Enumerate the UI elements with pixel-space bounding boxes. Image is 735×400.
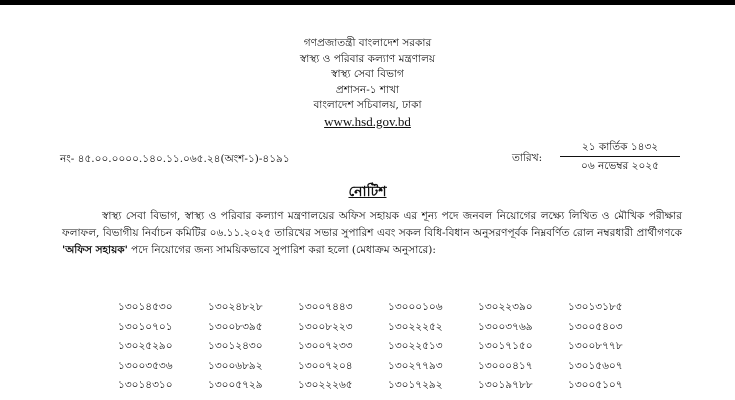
memo-reference: নং- ৪৫.০০.০০০০.১৪০.১১.০৬৫.২৪(অংশ-১)-৪১৯১ <box>60 153 290 165</box>
roll-number: ১৩০১২৪৩০ <box>208 340 263 352</box>
body-paragraph <box>62 208 682 259</box>
website-link[interactable]: www.hsd.gov.bd <box>324 113 411 129</box>
office-address: বাংলাদেশ সচিবালয়, ঢাকা <box>313 99 422 111</box>
roll-number: ১৩০১৫৬০৭ <box>568 359 623 372</box>
roll-number: ১৩০০৫৭২৯ <box>208 379 263 391</box>
roll-number: ১৩০১৭২৯২ <box>388 379 443 391</box>
roll-number: ১৩০১৩১৮৫ <box>568 301 623 313</box>
letterhead <box>0 36 735 130</box>
roll-number: ১৩০০৮৩৯৫ <box>208 320 263 333</box>
notice-title: নোটিশ <box>348 184 387 200</box>
roll-number: ১৩০০৭২০৪ <box>298 359 353 372</box>
roll-number: ১৩০০৮৭৭৮ <box>568 340 623 352</box>
roll-number: ১৩০১০৭০১ <box>118 320 173 333</box>
roll-number: ১৩০২২৫১৩ <box>388 340 443 352</box>
roll-number: ১৩০০৭২৩৩ <box>298 340 353 352</box>
roll-number: ১৩০০০৪১৭ <box>478 359 533 372</box>
post-name-highlight: 'অফিস সহায়ক' <box>62 244 128 256</box>
notice-heading <box>0 180 735 204</box>
date-bangla: ২১ কার্তিক ১৪৩২ <box>560 140 680 157</box>
roll-number: ১৩০১৭১৫০ <box>478 340 533 352</box>
roll-row <box>118 339 698 359</box>
roll-number: ১৩০২৭৭৯৩ <box>388 359 443 372</box>
division-name: স্বাস্থ্য সেবা বিভাগ <box>331 68 404 80</box>
roll-number: ১৩০১৯৭৮৮ <box>478 379 533 391</box>
top-border <box>0 0 735 5</box>
branch-name: প্রশাসন-১ শাখা <box>335 83 400 96</box>
roll-number: ১৩০০৩৭৬৯ <box>478 320 533 333</box>
body-text-part2: পদে নিয়োগের জন্য সাময়িকভাবে সুপারিশ করা হলো (মেধাক্রম অনুসারে): <box>127 244 436 256</box>
roll-number: ১৩০১৪৩১০ <box>118 379 173 391</box>
roll-number: ১৩০০৫১০৭ <box>568 379 623 391</box>
date-label: তারিখ: <box>512 152 543 164</box>
roll-number: ১৩০২৪৮২৮ <box>208 301 263 313</box>
roll-number: ১৩০০০১০৬ <box>388 301 443 313</box>
roll-row <box>118 300 698 320</box>
roll-row <box>118 359 698 379</box>
government-name: গণপ্রজাতন্ত্রী বাংলাদেশ সরকার <box>303 37 432 49</box>
roll-number: ১৩০১৪৫৩০ <box>118 301 173 313</box>
roll-number: ১৩০০৭৪৪৩ <box>298 301 353 313</box>
roll-row <box>118 320 698 340</box>
notice-body <box>62 208 682 259</box>
roll-number: ১৩০০৩৫৩৬ <box>118 359 173 372</box>
ministry-name: স্বাস্থ্য ও পরিবার কল্যাণ মন্ত্রণালয় <box>299 52 436 65</box>
roll-row <box>118 378 698 398</box>
roll-number: ১৩০২২২৬৫ <box>298 379 353 391</box>
roll-number: ১৩০০৫৪০৩ <box>568 320 623 333</box>
roll-number: ১৩০২৫২৯০ <box>118 340 173 352</box>
memo-date <box>560 140 680 174</box>
roll-number: ১৩০০৮২২৩ <box>298 320 353 333</box>
roll-number-grid <box>118 300 698 398</box>
roll-number: ১৩০২২২৫২ <box>388 320 443 333</box>
body-text-part1: স্বাস্থ্য সেবা বিভাগ, স্বাস্থ্য ও পরিবার কল্যাণ মন্ত্রণালয়ের অফিস সহায়ক এর শূন্য পদে জনবল নিয়োগের লক্ষ্যে লিখিত ও মৌখিক পরীক্ষার ফলাফল, বিভাগীয় নির্বাচন কমিটির ০৬.১১.২০২৫ তারিখের সভার সুপারিশ এবং সকল বিধি-বিধান অনুসরণপূর্বক নিম্নবর্ণিত রোল নম্বরধারী প্রার্থীগণকে <box>62 210 682 239</box>
roll-number: ১৩০২২৩৯০ <box>478 301 533 313</box>
date-english: ০৬ নভেম্বর ২০২৫ <box>581 160 659 172</box>
roll-number: ১৩০০৬৮৯২ <box>208 359 263 372</box>
